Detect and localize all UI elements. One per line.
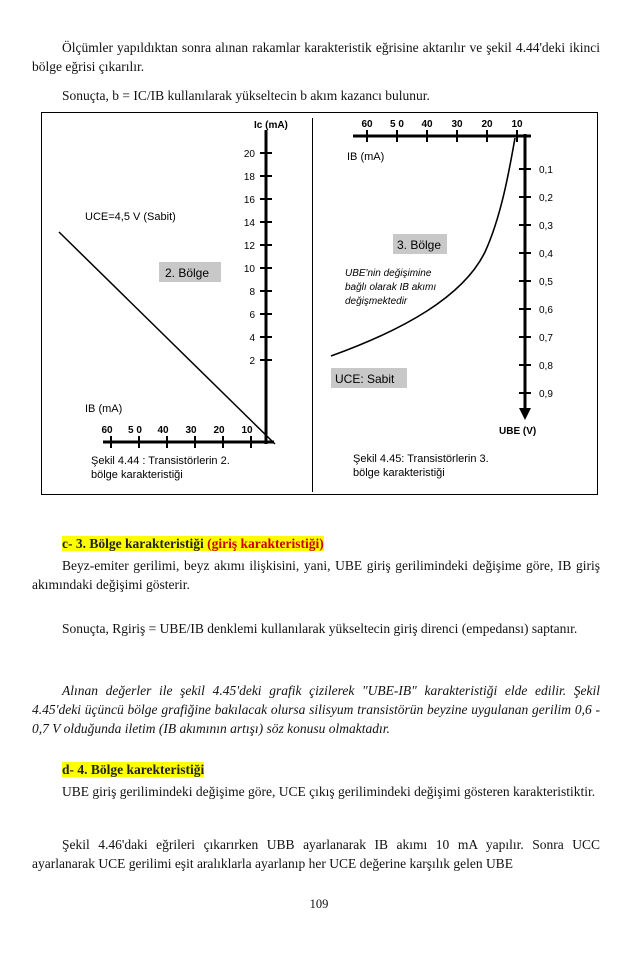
gain-paragraph: Sonuçta, b = IC/IB kullanılarak yükseltecin b akım kazancı bulunur. [62, 88, 430, 103]
y-axis-label: UBE (V) [499, 426, 537, 437]
x-tick-label: 40 [157, 425, 169, 436]
note-line-2: bağlı olarak IB akımı [345, 282, 437, 293]
y-tick-label: 0,7 [539, 333, 553, 344]
paragraph-5: Alınan değerler ile şekil 4.45'deki grafik çizilerek "UBE-IB" karakteristiği elde edilir. Şekil 4.45'deki üçüncü bölge grafiğine bakılacak olursa silisyum transistörün beyzine uygulanan gerilim 0,6 - 0,7 V olduğunda iletim (IB akımının artışı) söz konusu olmaktadır. [32, 683, 600, 736]
x-ticks [361, 119, 523, 142]
region-label: 3. Bölge [397, 238, 442, 252]
uce-label: UCE=4,5 V (Sabit) [85, 211, 176, 223]
x-tick-label: 60 [101, 425, 113, 436]
y-axis-arrow [519, 408, 531, 420]
page-number: 109 [309, 897, 329, 911]
y-tick-label: 0,8 [539, 361, 553, 372]
x-tick-label: 30 [451, 119, 463, 130]
x-axis-label: IB (mA) [85, 403, 123, 415]
heading-c-text: c- 3. Bölge karakteristiği [62, 536, 204, 551]
x-tick-label: 20 [213, 425, 225, 436]
y-tick-label: 12 [243, 241, 255, 252]
paragraph-6: UBE giriş gerilimindeki değişime göre, UCE çıkış gerilimindeki değişimi gösteren karakteristiktir. [62, 784, 596, 799]
note-line-3: değişmektedir [345, 296, 408, 307]
figure-4-45 [313, 112, 597, 495]
x-tick-label: 60 [361, 119, 373, 130]
x-tick-label: 5 0 [390, 119, 404, 130]
y-tick-label: 14 [243, 218, 255, 229]
y-tick-label: 0,6 [539, 305, 553, 316]
x-tick-label: 40 [421, 119, 433, 130]
y-tick-label: 0,4 [539, 249, 553, 260]
paragraph-4: Sonuçta, Rgiriş = UBE/IB denklemi kullanılarak yükseltecin giriş direnci (empedansı) saptanır. [62, 621, 578, 636]
y-tick-label: 16 [243, 195, 255, 206]
y-tick-label: 0,2 [539, 193, 553, 204]
x-tick-label: 10 [241, 425, 253, 436]
uce-label: UCE: Sabit [335, 372, 395, 386]
y-tick-label: 0,5 [539, 277, 553, 288]
y-tick-label: 6 [249, 310, 255, 321]
y-tick-label: 0,9 [539, 389, 553, 400]
caption-line-1: Şekil 4.44 : Transistörlerin 2. [91, 455, 230, 467]
region-label: 2. Bölge [165, 266, 210, 280]
y-tick-label: 8 [249, 287, 255, 298]
y-tick-label: 0,1 [539, 165, 553, 176]
caption-line-1: Şekil 4.45: Transistörlerin 3. [353, 453, 489, 465]
heading-c-red: (giriş karakteristiği) [207, 536, 324, 551]
heading-d [62, 760, 204, 779]
y-tick-label: 20 [243, 149, 255, 160]
x-tick-label: 30 [185, 425, 197, 436]
caption-line-2: bölge karakteristiği [91, 469, 183, 481]
note-line-1: UBE'nin değişimine [345, 268, 432, 279]
heading-d-text: d- 4. Bölge karekteristiği [62, 762, 205, 777]
intro-paragraph: Ölçümler yapıldıktan sonra alınan rakamlar karakteristik eğrisine aktarılır ve şekil 4.44'deki ikinci bölge eğrisi çıkarılır. [32, 40, 600, 74]
y-axis-label: Ic (mA) [254, 120, 288, 131]
y-tick-label: 2 [249, 356, 255, 367]
caption-line-2: bölge karakteristiği [353, 467, 445, 479]
x-tick-label: 20 [481, 119, 493, 130]
y-tick-label: 0,3 [539, 221, 553, 232]
x-ticks [101, 425, 253, 448]
paragraph-7: Şekil 4.46'daki eğrileri çıkarırken UBB ayarlanarak IB akımı 10 mA yapılır. Sonra UCC ayarlanarak UCE gerilimi eşit aralıklarla ayarlanıp her UCE değerine karşılık gelen UBE [32, 837, 600, 871]
y-tick-label: 18 [243, 172, 255, 183]
x-tick-label: 10 [511, 119, 523, 130]
x-tick-label: 5 0 [128, 425, 142, 436]
y-ticks [244, 149, 272, 367]
figure-4-44 [41, 112, 313, 495]
ib-label: IB (mA) [347, 151, 385, 163]
y-tick-label: 4 [249, 333, 255, 344]
y-tick-label: 10 [243, 264, 255, 275]
heading-c [62, 534, 324, 553]
paragraph-3: Beyz-emiter gerilimi, beyz akımı ilişkisini, yani, UBE giriş gerilimindeki değişime göre, IB giriş akımındaki değişimi gösterir. [32, 558, 600, 592]
